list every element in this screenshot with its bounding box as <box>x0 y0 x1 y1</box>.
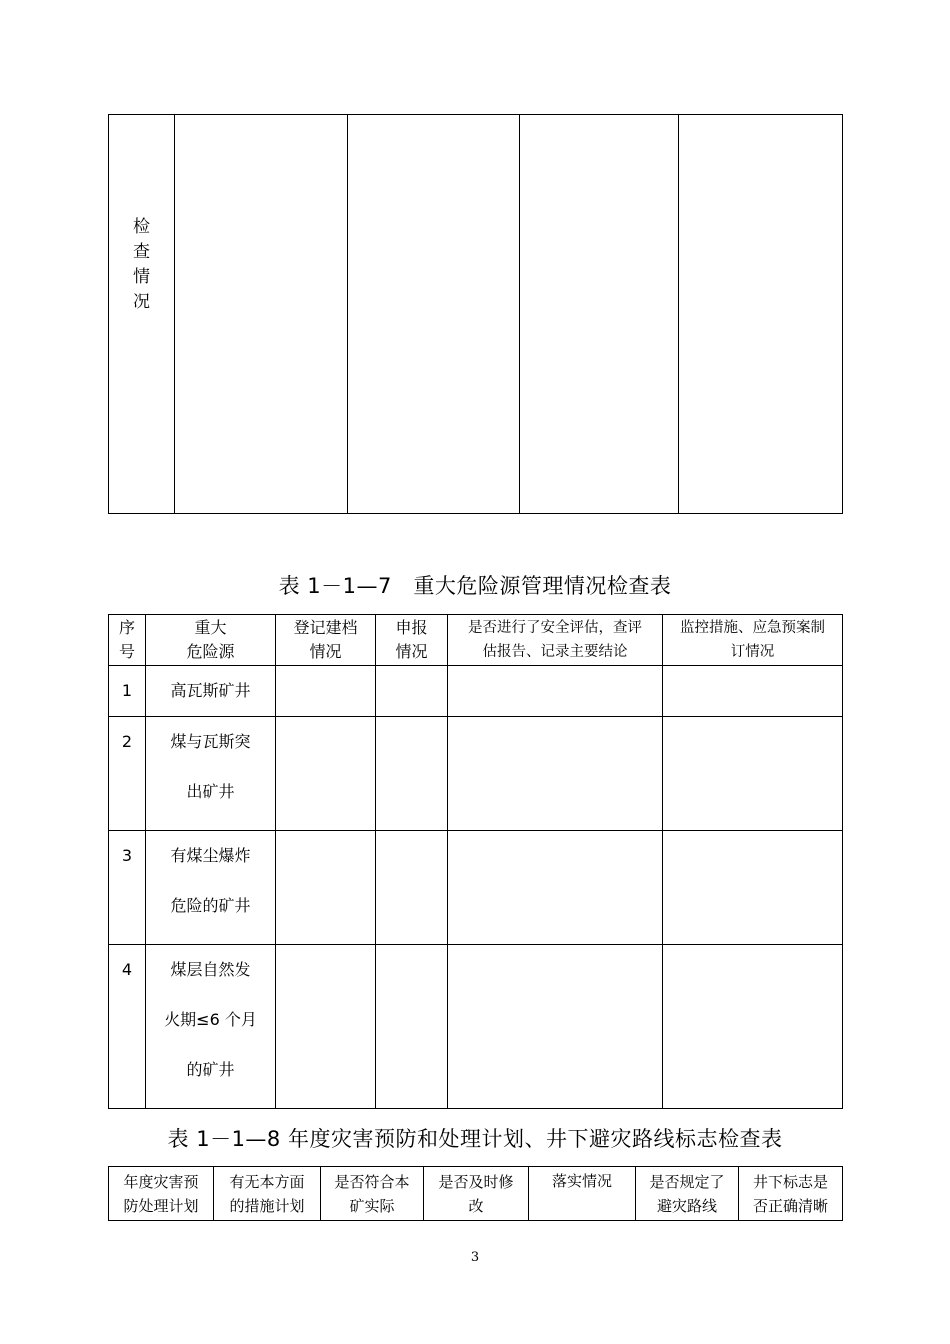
header-report: 申报 情况 <box>376 615 448 666</box>
header-safety-evaluation: 是否进行了安全评估，查评 估报告、记录主要结论 <box>448 615 663 666</box>
table7-title: 表 1－1—7 重大危险源管理情况检查表 <box>278 574 672 598</box>
table-row <box>109 831 843 945</box>
row-number: 3 <box>109 831 146 945</box>
table-cell <box>448 717 663 831</box>
table-cell <box>276 717 376 831</box>
table-cell <box>663 831 843 945</box>
header-implementation: 落实情况 <box>529 1167 636 1221</box>
row-hazard-source: 高瓦斯矿井 <box>146 666 276 717</box>
table-cell <box>663 666 843 717</box>
inspection-cell <box>348 115 520 514</box>
row-number: 2 <box>109 717 146 831</box>
table-cell <box>448 831 663 945</box>
table-row <box>109 717 843 831</box>
header-measures-plan: 有无本方面 的措施计划 <box>214 1167 321 1221</box>
row-number: 4 <box>109 945 146 1109</box>
table-cell <box>376 945 448 1109</box>
table-cell <box>276 945 376 1109</box>
inspection-cell <box>175 115 348 514</box>
header-timely-revision: 是否及时修 改 <box>424 1167 529 1221</box>
table-header-row <box>109 1167 843 1221</box>
table-cell <box>276 666 376 717</box>
header-escape-route: 是否规定了 避灾路线 <box>636 1167 739 1221</box>
major-hazard-table <box>108 614 843 1109</box>
page-number: 3 <box>470 1250 480 1265</box>
row-hazard-source: 煤与瓦斯突 出矿井 <box>146 717 276 831</box>
header-registration: 登记建档 情况 <box>276 615 376 666</box>
inspection-cell <box>679 115 843 514</box>
header-fits-mine: 是否符合本 矿实际 <box>321 1167 424 1221</box>
inspection-status-table <box>108 114 843 514</box>
header-signage: 井下标志是 否正确清晰 <box>739 1167 843 1221</box>
table-row <box>109 945 843 1109</box>
table8-title: 表 1－1—8 年度灾害预防和处理计划、井下避灾路线标志检查表 <box>167 1127 783 1151</box>
table-cell <box>448 666 663 717</box>
table-cell <box>376 717 448 831</box>
table-cell <box>663 717 843 831</box>
header-monitoring: 监控措施、应急预案制 订情况 <box>663 615 843 666</box>
inspection-cell <box>520 115 679 514</box>
header-hazard-source: 重大 危险源 <box>146 615 276 666</box>
table-cell <box>276 831 376 945</box>
table-header-row <box>109 615 843 666</box>
row-number: 1 <box>109 666 146 717</box>
table-cell <box>376 831 448 945</box>
header-annual-plan: 年度灾害预 防处理计划 <box>109 1167 214 1221</box>
header-seq: 序 号 <box>109 615 146 666</box>
inspection-status-label: 检 查 情 况 <box>109 115 175 514</box>
table-cell <box>663 945 843 1109</box>
table-row <box>109 666 843 717</box>
table-cell <box>376 666 448 717</box>
row-hazard-source: 煤层自然发 火期≤6 个月 的矿井 <box>146 945 276 1109</box>
disaster-prevention-table <box>108 1166 843 1221</box>
table-cell <box>448 945 663 1109</box>
row-hazard-source: 有煤尘爆炸 危险的矿井 <box>146 831 276 945</box>
